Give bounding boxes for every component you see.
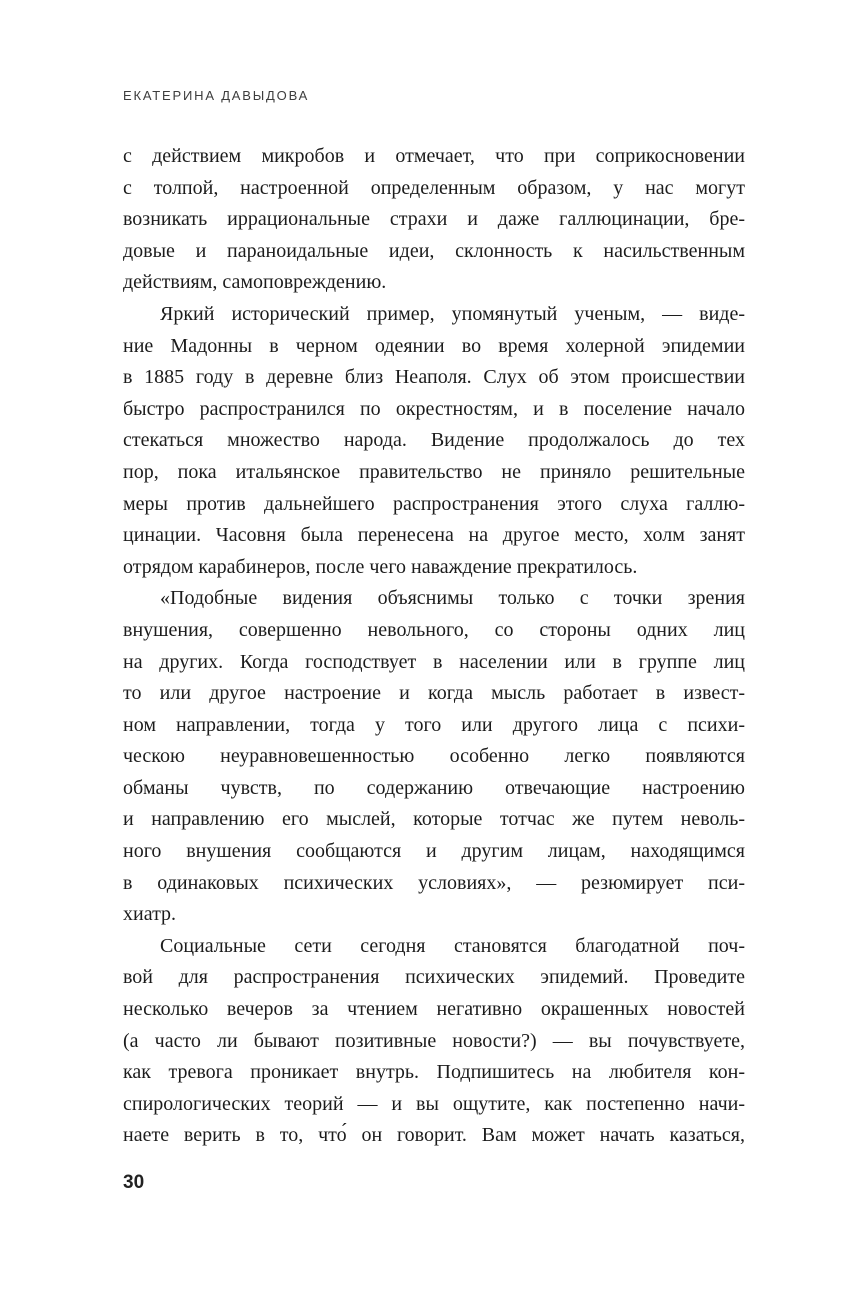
text-line: как тревога проникает внутрь. Подпишитесь на любителя кон- [123,1061,745,1084]
paragraph [123,299,745,583]
text-line: с действием микробов и отмечает, что при соприкосновении [123,145,745,167]
text-line: в одинаковых психических условиях», — резюмирует пси- [123,871,745,894]
paragraph [123,141,745,299]
text-line: быстро распространился по окрестностям, и в поселение начало [123,397,745,420]
text-line: действиям, самоповреждению. [123,271,387,294]
paragraph [123,931,745,1152]
text-line: Яркий исторический пример, упомянутый ученым, — виде- [160,302,745,325]
text-line: и направлению его мыслей, которые тотчас же путем неволь- [123,808,745,831]
text-line: ного внушения сообщаются и другим лицам, находящимся [123,840,745,863]
text-line: ческою неуравновешенностью особенно легко появляются [123,745,745,768]
text-line: ние Мадонны в черном одеянии во время холерной эпидемии [123,334,745,357]
text-line: вой для распространения психических эпидемий. Проведите [123,966,745,989]
text-line: обманы чувств, по содержанию отвечающие настроению [123,776,745,799]
text-line: наете верить в то, что́ он говорит. Вам может начать казаться, [123,1124,745,1147]
body-text [123,141,745,1152]
running-header: ЕКАТЕРИНА ДАВЫДОВА [123,88,310,103]
text-line: ном направлении, тогда у того или другого лица с психи- [123,713,745,736]
text-line: меры против дальнейшего распространения этого слуха галлю- [123,492,745,515]
text-line: на других. Когда господствует в населении или в группе лиц [123,650,745,673]
page-number: 30 [123,1172,145,1193]
text-line: стекаться множество народа. Видение продолжалось до тех [123,429,745,452]
text-line: «Подобные видения объяснимы только с точки зрения [160,587,745,610]
text-line: цинации. Часовня была перенесена на другое место, холм занят [123,524,745,547]
text-line: отрядом карабинеров, после чего наваждение прекратилось. [123,555,638,578]
text-line: пор, пока итальянское правительство не приняло решительные [123,460,745,483]
text-line: внушения, совершенно невольного, со стороны одних лиц [123,618,745,641]
text-line: возникать иррациональные страхи и даже галлюцинации, бре- [123,208,745,231]
paragraph [123,583,745,931]
text-line: хиатр. [123,903,177,926]
text-line: то или другое настроение и когда мысль работает в извест- [123,682,745,705]
text-line: довые и параноидальные идеи, склонность к насильственным [123,239,745,262]
text-line: Социальные сети сегодня становятся благодатной поч- [160,934,745,957]
text-line: с толпой, настроенной определенным образом, у нас могут [123,176,745,199]
text-line: несколько вечеров за чтением негативно окрашенных новостей [123,998,745,1021]
text-line: спирологических теорий — и вы ощутите, как постепенно начи- [123,1092,745,1115]
text-line: в 1885 году в деревне близ Неаполя. Слух об этом происшествии [123,366,745,389]
text-line: (а часто ли бывают позитивные новости?) — вы почувствуете, [123,1029,745,1052]
